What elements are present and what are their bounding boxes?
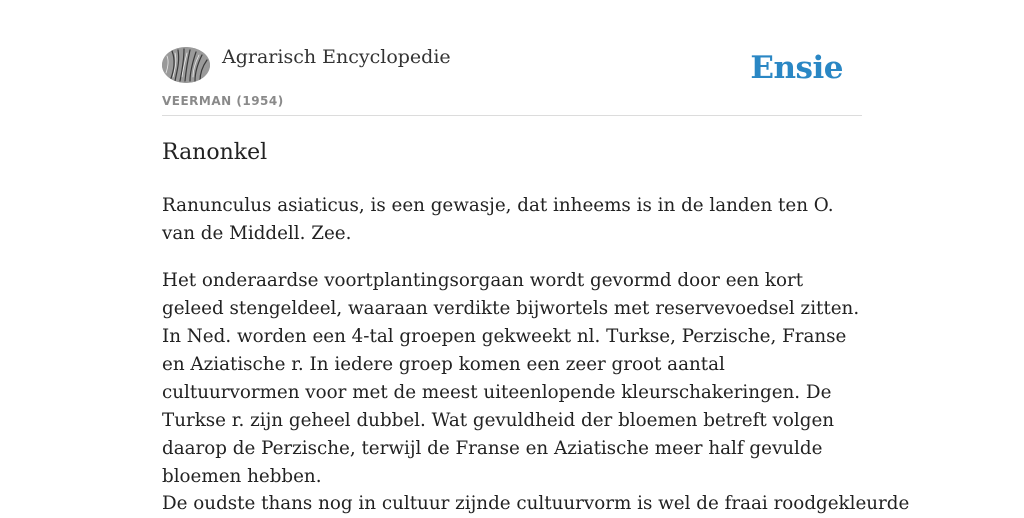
article-title: Ranonkel <box>162 140 268 165</box>
encyclopedia-title[interactable]: Agrarisch Encyclopedie <box>222 46 451 68</box>
page-container <box>162 0 910 514</box>
wheat-thumbnail-icon[interactable] <box>162 47 210 83</box>
ensie-logo-link[interactable]: Ensie <box>750 50 843 86</box>
article-paragraph: Het onderaardse voortplantingsorgaan wordt gevormd door een kort geleed stengeldeel, waaraan verdikte bijwortels met reservevoedsel zitten. In Ned. worden een 4-tal groepen gekweekt nl. Turkse, Perzische, Franse en Aziatische r. In iedere groep komen een zeer groot aantal cultuurvormen voor met de meest uiteenlopende kleurschakeringen. De Turkse r. zijn geheel dubbel. Wat gevuldheid der bloemen betreft volgen daarop de Perzische, terwijl de Franse en Aziatische meer half gevulde bloemen hebben. <box>162 270 860 487</box>
article-paragraph: De oudste thans nog in cultuur zijnde cultuurvorm is wel de fraai roodgekleurde <box>162 493 910 514</box>
header <box>162 0 862 116</box>
edition-label: VEERMAN (1954) <box>162 94 284 108</box>
article-paragraph: Ranunculus asiaticus, is een gewasje, dat inheems is in de landen ten O. van de Middell. Zee. <box>162 195 834 244</box>
